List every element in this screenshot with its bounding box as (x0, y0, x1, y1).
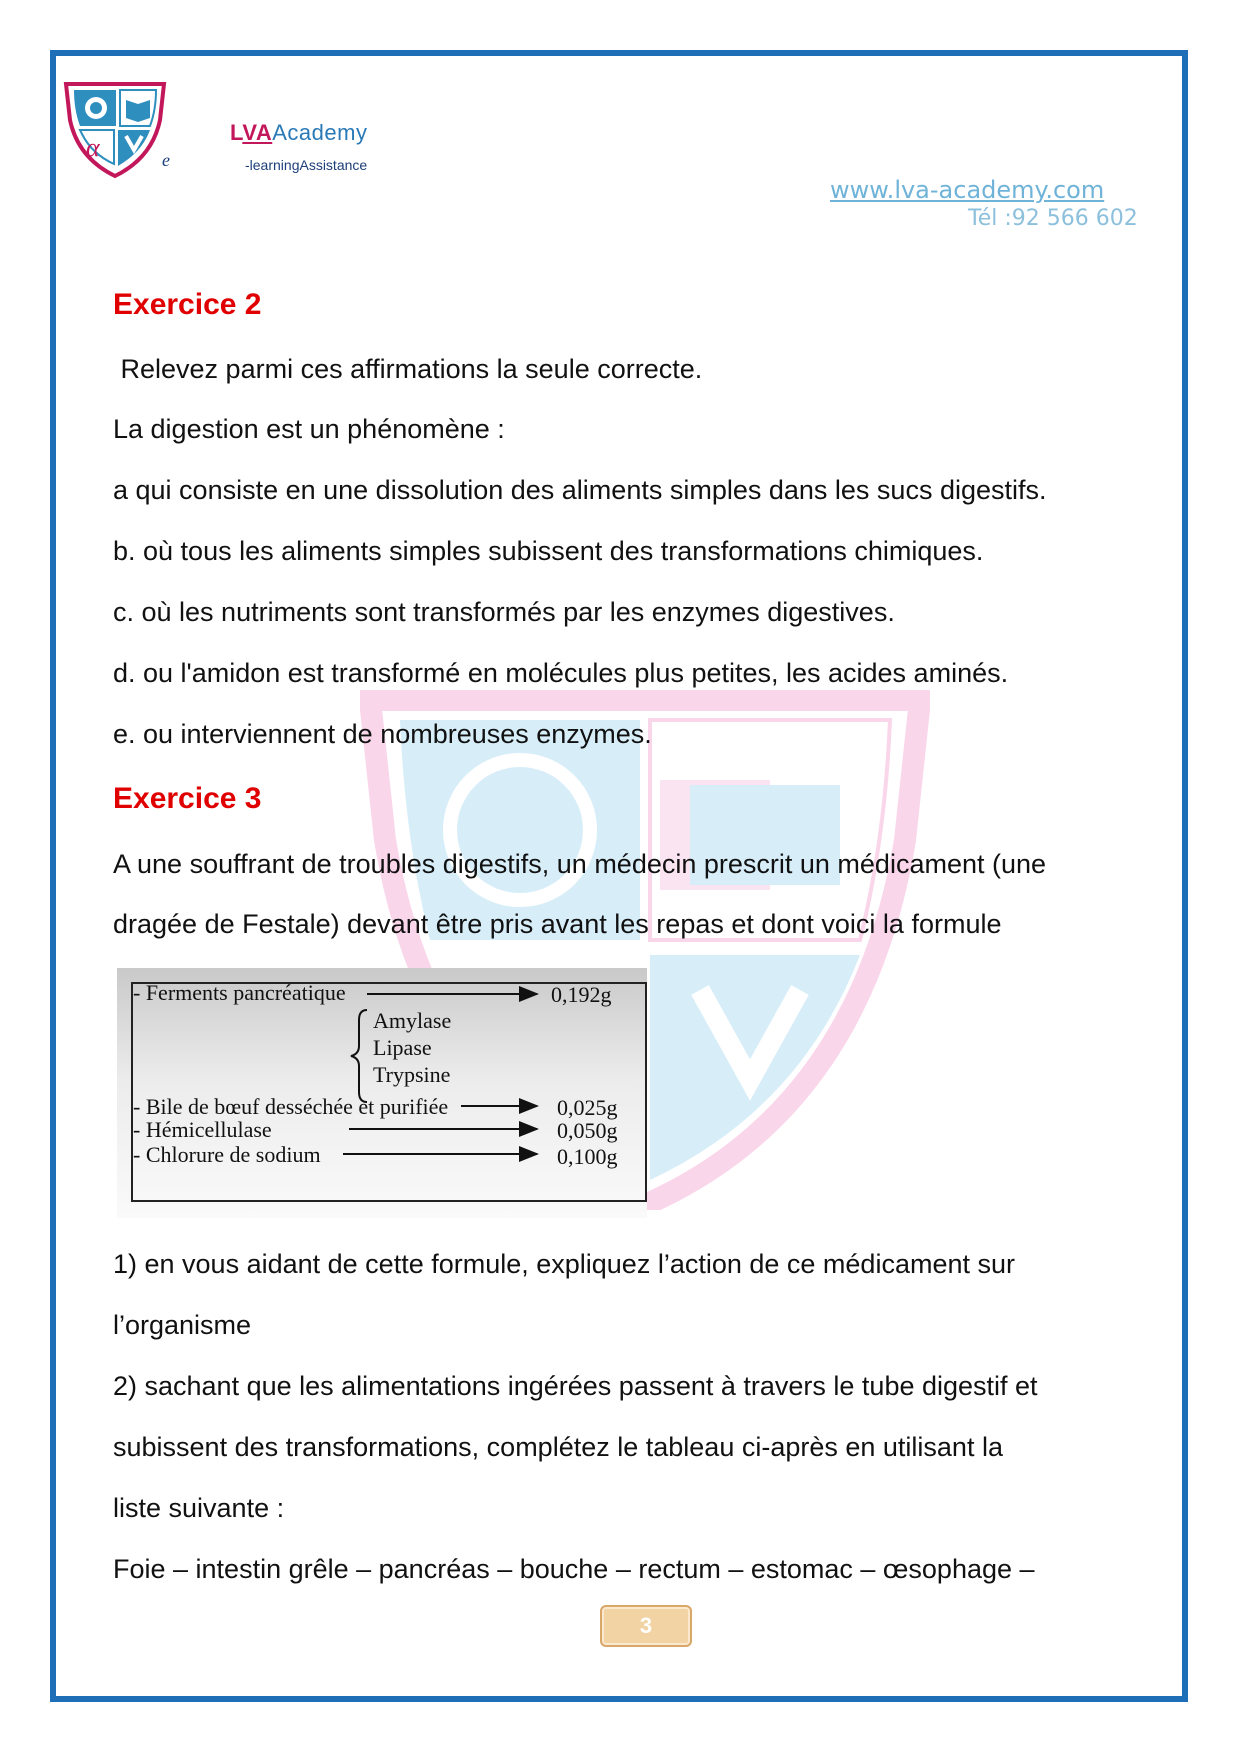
question-2-line-1: 2) sachant que les alimentations ingérées passent à travers le tube digestif et (113, 1371, 1038, 1401)
svg-text:α: α (86, 133, 100, 162)
option-a: a qui consiste en une dissolution des aliments simples dans les sucs digestifs. (113, 475, 1047, 505)
bile-value: 0,025g (557, 1095, 618, 1120)
enzyme-amylase: Amylase (373, 1008, 452, 1033)
ferments-value: 0,192g (551, 982, 612, 1007)
question-2-line-2: subissent des transformations, complétez le tableau ci-après en utilisant la (113, 1432, 1003, 1462)
chlorure-label: - Chlorure de sodium (133, 1142, 321, 1167)
medication-formula (117, 968, 647, 1218)
brand-va: VA (242, 120, 273, 145)
organ-list: Foie – intestin grêle – pancréas – bouche – rectum – estomac – œsophage – (113, 1554, 1035, 1584)
option-b: b. où tous les aliments simples subissent des transformations chimiques. (113, 536, 984, 566)
option-e: e. ou interviennent de nombreuses enzymes. (113, 719, 652, 749)
option-d: d. ou l'amidon est transformé en molécules plus petites, les acides aminés. (113, 658, 1009, 688)
exercise-3-intro-line-1: A une souffrant de troubles digestifs, un médecin prescrit un médicament (une (113, 849, 1047, 879)
brand-tagline: -learningAssistance (245, 157, 368, 173)
question-2-line-3: liste suivante : (113, 1493, 285, 1523)
exercise-3-intro-line-2: dragée de Festale) devant être pris avant les repas et dont voici la formule (113, 909, 1002, 939)
enzyme-lipase: Lipase (373, 1035, 432, 1060)
question-1-line-2: l’organisme (113, 1310, 252, 1340)
lva-logo-icon (60, 80, 170, 180)
brand-academy: Academy (272, 120, 368, 145)
exercise-2-instruction: Relevez parmi ces affirmations la seule correcte. (113, 354, 703, 384)
website-link[interactable]: www.lva-academy.com (830, 176, 1105, 204)
page-number-badge: 3 (600, 1605, 692, 1647)
option-c: c. où les nutriments sont transformés par les enzymes digestives. (113, 597, 895, 627)
enzyme-trypsine: Trypsine (373, 1062, 451, 1087)
ferments-label: - Ferments pancréatique (133, 980, 346, 1005)
chlorure-value: 0,100g (557, 1144, 618, 1169)
exercise-3-title: Exercice 3 (113, 782, 262, 815)
logo-e-mark: e (162, 150, 170, 170)
hemicellulase-label: - Hémicellulase (133, 1117, 272, 1142)
exercise-2-stem: La digestion est un phénomène : (113, 414, 505, 444)
bile-label: - Bile de bœuf desséchée et purifiée (133, 1094, 449, 1119)
exercise-2-title: Exercice 2 (113, 288, 262, 321)
brand-name (230, 120, 367, 146)
brand-l: L (230, 120, 243, 145)
enzymes-brace (351, 1010, 367, 1102)
question-1-line-1: 1) en vous aidant de cette formule, expliquez l’action de ce médicament sur (113, 1249, 1015, 1279)
hemicellulase-value: 0,050g (557, 1118, 618, 1143)
phone-number: Tél :92 566 602 (968, 206, 1138, 231)
